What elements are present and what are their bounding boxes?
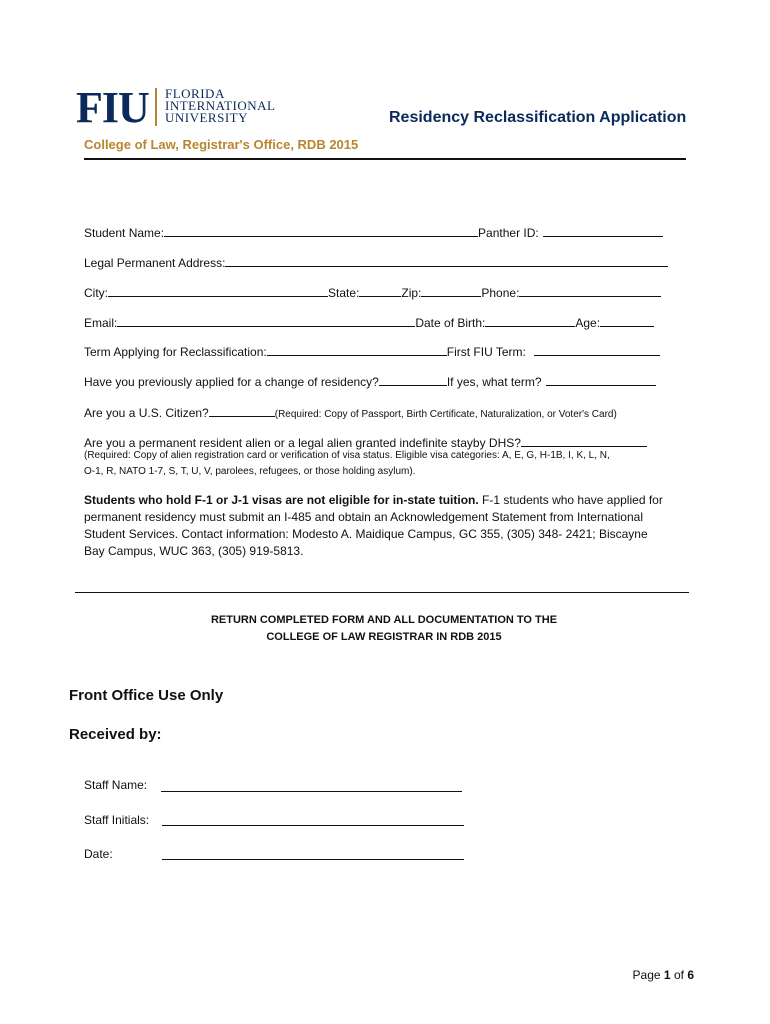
student-name-label: Student Name:: [84, 226, 165, 240]
visa-notice-line-2: permanent residency must submit an I-485 and obtain an Acknowledgement Statement from International: [84, 510, 643, 524]
if-yes-term-field[interactable]: [546, 373, 656, 386]
logo-word-university: UNIVERSITY: [165, 110, 248, 125]
legal-address-label: Legal Permanent Address:: [84, 256, 226, 270]
document-title: Residency Reclassification Application: [389, 109, 687, 126]
resident-note: [84, 448, 694, 480]
term-applying-label: Term Applying for Reclassification:: [84, 345, 267, 359]
staff-name-field[interactable]: [161, 791, 462, 792]
visa-notice: [84, 492, 696, 560]
row-address: [84, 254, 668, 270]
section-divider: [75, 592, 689, 593]
return-line-2: COLLEGE OF LAW REGISTRAR IN RDB 2015: [266, 631, 502, 643]
email-field[interactable]: [117, 314, 415, 327]
permanent-resident-field[interactable]: [521, 434, 647, 447]
fiu-logo-words: [165, 88, 275, 124]
dob-label: Date of Birth:: [415, 316, 486, 330]
age-field[interactable]: [600, 314, 654, 327]
legal-address-field[interactable]: [225, 254, 668, 267]
header-rule: [84, 158, 686, 160]
state-label: State:: [328, 286, 360, 300]
front-office-heading: Front Office Use Only: [69, 687, 224, 704]
visa-notice-line-4: Bay Campus, WUC 363, (305) 919-5813.: [84, 544, 304, 558]
student-name-field[interactable]: [164, 224, 478, 237]
staff-initials-label: Staff Initials:: [84, 813, 150, 827]
logo-divider: [155, 88, 157, 126]
row-citizen: [84, 404, 617, 422]
email-label: Email:: [84, 316, 118, 330]
resident-note-line-2: O-1, R, NATO 1-7, S, T, U, V, parolees, refugees, or those holding asylum).: [84, 466, 416, 477]
age-label: Age:: [575, 316, 601, 330]
citizen-note: (Required: Copy of Passport, Birth Certificate, Naturalization, or Voter's Card): [274, 409, 617, 420]
phone-label: Phone:: [481, 286, 520, 300]
date-field[interactable]: [162, 859, 464, 860]
row-email: [84, 314, 654, 330]
previously-applied-field[interactable]: [379, 373, 447, 386]
panther-id-field[interactable]: [543, 224, 663, 237]
staff-initials-field[interactable]: [162, 825, 464, 826]
visa-notice-line-3: Student Services. Contact information: Modesto A. Maidique Campus, GC 355, (305) 348- 2421; Biscayne: [84, 527, 648, 541]
phone-field[interactable]: [519, 284, 661, 297]
logo-mark-text: FIU: [76, 83, 149, 132]
page-current: 1: [663, 968, 671, 982]
citizen-field[interactable]: [209, 404, 275, 417]
received-by-heading: Received by:: [69, 726, 162, 743]
term-applying-field[interactable]: [267, 343, 447, 356]
row-previously-applied: [84, 373, 656, 389]
logo-word-international: INTERNATIONAL: [165, 98, 276, 113]
previously-applied-label: Have you previously applied for a change of residency?: [84, 375, 379, 389]
zip-label: Zip:: [401, 286, 422, 300]
date-label: Date:: [84, 847, 113, 861]
panther-id-label: Panther ID:: [478, 226, 539, 240]
fiu-logo-mark: [76, 83, 163, 132]
department-subtitle: College of Law, Registrar's Office, RDB 2015: [84, 137, 359, 152]
page-word: Page: [632, 968, 661, 982]
row-student-name: [84, 224, 663, 240]
if-yes-label: If yes, what term?: [446, 375, 542, 389]
visa-notice-bold: Students who hold F-1 or J-1 visas are not eligible for in-state tuition.: [84, 493, 479, 507]
city-label: City:: [84, 286, 108, 300]
return-line-1: RETURN COMPLETED FORM AND ALL DOCUMENTATION TO THE: [210, 614, 558, 626]
page-total: 6: [687, 968, 694, 982]
page-number: [633, 968, 694, 982]
permanent-resident-label: Are you a permanent resident alien or a legal alien granted indefinite stayby DHS?: [84, 436, 521, 450]
first-term-label: First FIU Term:: [446, 345, 526, 359]
citizen-label: Are you a U.S. Citizen?: [84, 406, 209, 420]
logo-word-florida: FLORIDA: [165, 86, 225, 101]
city-field[interactable]: [108, 284, 328, 297]
visa-notice-line-1: F-1 students who have applied for: [478, 493, 663, 507]
resident-note-line-1: (Required: Copy of alien registration card or verification of visa status. Eligible visa categories: A, E, G, H-1B, I, K, L, N,: [84, 450, 610, 461]
first-term-field[interactable]: [534, 343, 660, 356]
dob-field[interactable]: [485, 314, 575, 327]
row-city-state: [84, 284, 661, 300]
return-instructions: [84, 612, 684, 646]
row-term: [84, 343, 660, 359]
of-word: of: [673, 968, 684, 982]
zip-field[interactable]: [421, 284, 481, 297]
state-field[interactable]: [359, 284, 401, 297]
staff-name-label: Staff Name:: [84, 778, 148, 792]
